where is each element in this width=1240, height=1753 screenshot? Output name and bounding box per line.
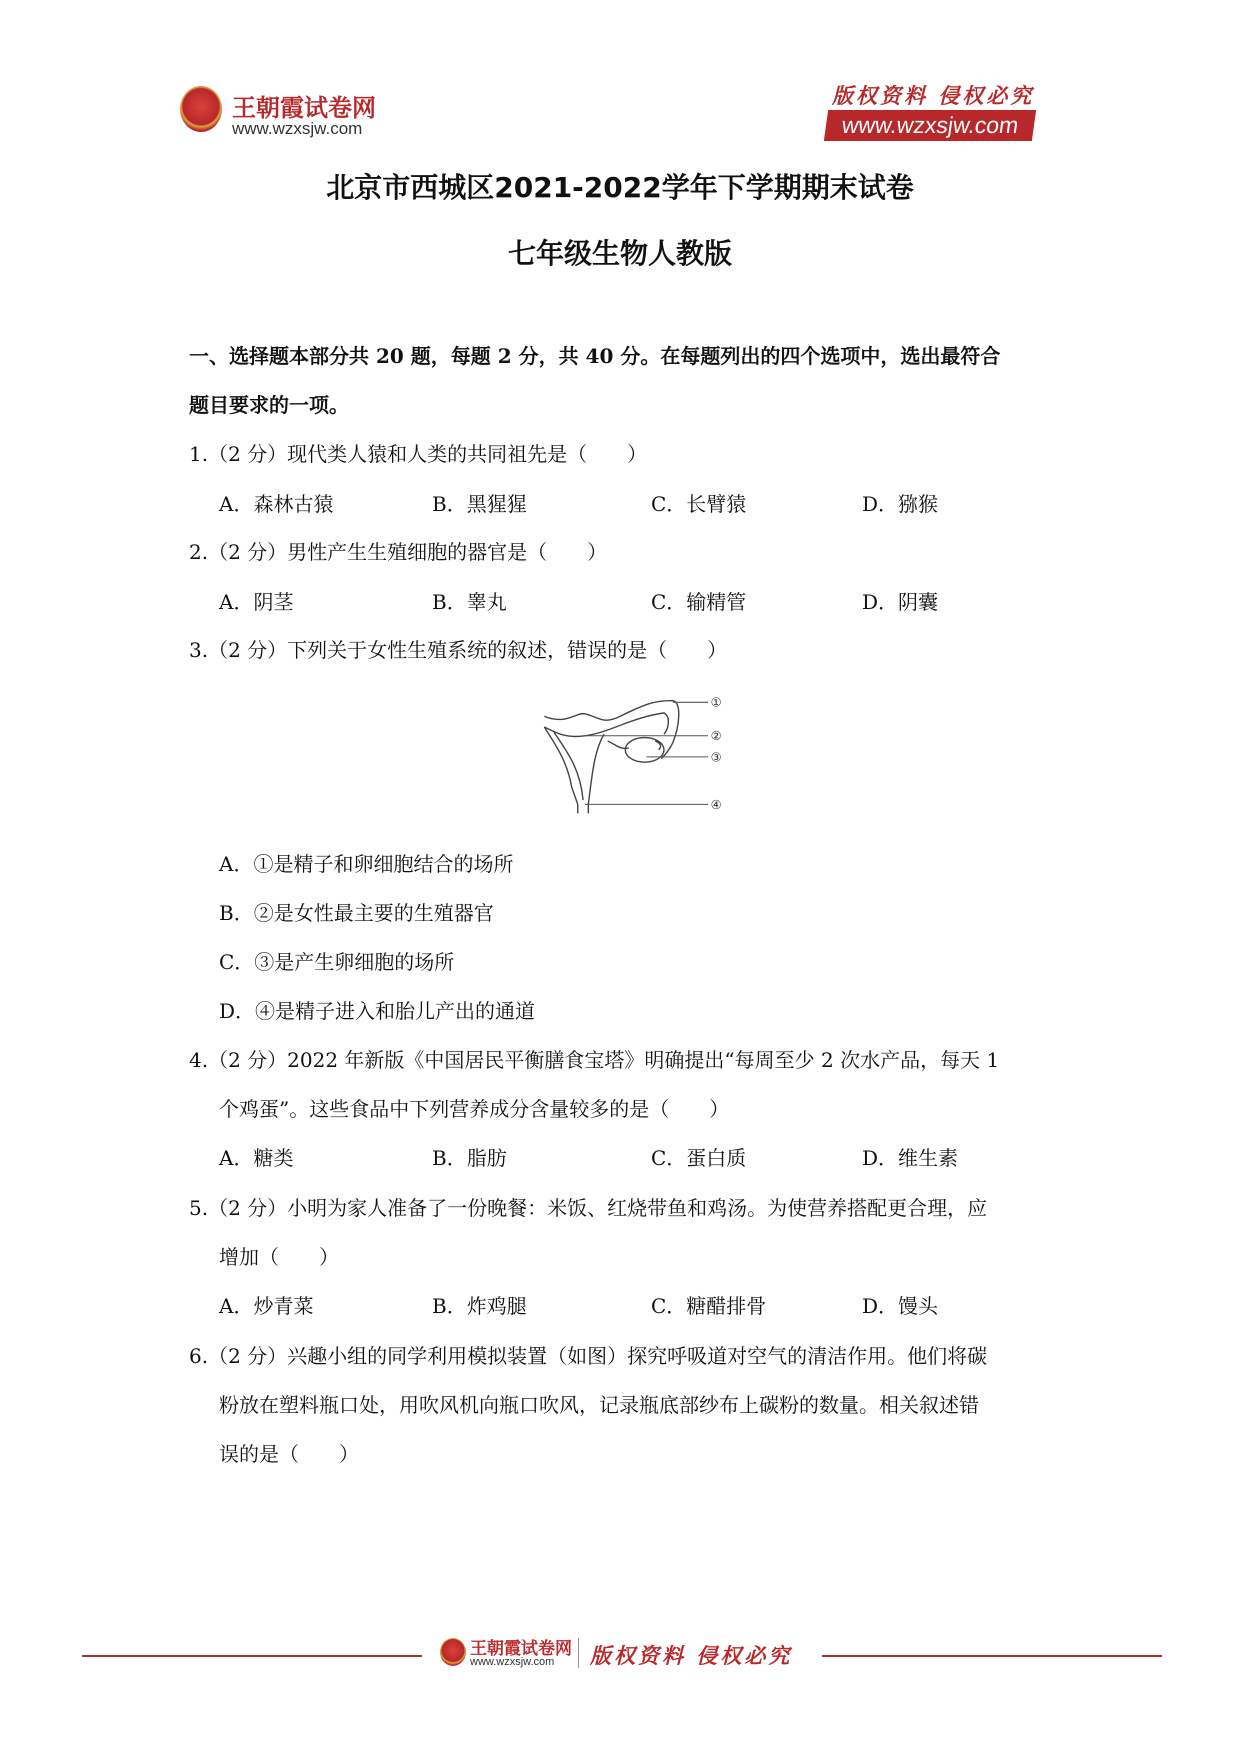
q4-option-a: A．糖类 xyxy=(219,1146,294,1170)
logo-name: 王朝霞试卷网 xyxy=(232,94,376,122)
question-1-stem: 1.（2 分）现代类人猿和人类的共同祖先是（ ） xyxy=(189,442,648,466)
q5-option-b: B．炸鸡腿 xyxy=(432,1294,527,1318)
q3-option-a: A．①是精子和卵细胞结合的场所 xyxy=(219,852,514,876)
footer-slogan: 版权资料 侵权必究 xyxy=(590,1643,793,1668)
q1-option-a: A．森林古猿 xyxy=(219,492,334,516)
footer-logo-url[interactable]: www.wzxsjw.com xyxy=(470,1656,555,1668)
q5-option-c: C．糖醋排骨 xyxy=(651,1294,767,1318)
diagram-label-2: ② xyxy=(710,729,722,744)
question-4-stem-cont: 个鸡蛋”。这些食品中下列营养成分含量较多的是（ ） xyxy=(219,1097,730,1121)
question-6-stem-cont: 粉放在塑料瓶口处，用吹风机向瓶口吹风，记录瓶底部纱布上碳粉的数量。相关叙述错 xyxy=(219,1393,979,1417)
q3-option-d: D．④是精子进入和胎儿产出的通道 xyxy=(219,999,536,1023)
q5-option-d: D．馒头 xyxy=(862,1294,939,1318)
question-6-stem: 6.（2 分）兴趣小组的同学利用模拟装置（如图）探究呼吸道对空气的清洁作用。他们将碳 xyxy=(189,1344,988,1368)
q2-option-c: C．输精管 xyxy=(651,590,747,614)
q1-option-c: C．长臂猿 xyxy=(651,492,747,516)
url-banner[interactable]: www.wzxsjw.com xyxy=(824,110,1037,141)
copyright-slogan: 版权资料 侵权必究 xyxy=(832,83,1035,108)
q1-option-b: B．黑猩猩 xyxy=(432,492,527,516)
section-heading-cont: 题目要求的一项。 xyxy=(189,393,349,417)
q5-option-a: A．炒青菜 xyxy=(219,1294,314,1318)
doc-title: 北京市西城区2021-2022学年下学期期末试卷 xyxy=(326,171,914,204)
female-reproductive-system-diagram xyxy=(532,686,752,826)
logo-badge-icon xyxy=(180,86,222,132)
question-5-stem-cont: 增加（ ） xyxy=(219,1245,339,1269)
footer-divider xyxy=(578,1638,579,1668)
footer-logo-badge-icon xyxy=(440,1638,466,1666)
footer-logo-name: 王朝霞试卷网 xyxy=(470,1639,572,1659)
q4-option-b: B．脂肪 xyxy=(432,1146,507,1170)
q2-option-d: D．阴囊 xyxy=(862,590,939,614)
diagram-label-3: ③ xyxy=(710,750,722,765)
footer-rule-right xyxy=(822,1655,1162,1657)
q4-option-d: D．维生素 xyxy=(862,1146,959,1170)
question-2-stem: 2.（2 分）男性产生生殖细胞的器官是（ ） xyxy=(189,540,608,564)
doc-subtitle: 七年级生物人教版 xyxy=(507,237,732,270)
q3-option-c: C．③是产生卵细胞的场所 xyxy=(219,950,455,974)
question-4-stem: 4.（2 分）2022 年新版《中国居民平衡膳食宝塔》明确提出“每周至少 2 次水产品，每天 1 xyxy=(189,1048,1000,1072)
q3-option-b: B．②是女性最主要的生殖器官 xyxy=(219,901,494,925)
question-6-stem-cont2: 误的是（ ） xyxy=(219,1442,359,1466)
section-heading: 一、选择题本部分共 20 题，每题 2 分，共 40 分。在每题列出的四个选项中，选出最符合 xyxy=(189,344,1001,368)
diagram-label-4: ④ xyxy=(710,797,722,812)
q2-option-a: A．阴茎 xyxy=(219,590,294,614)
question-5-stem: 5.（2 分）小明为家人准备了一份晚餐：米饭、红烧带鱼和鸡汤。为使营养搭配更合理，应 xyxy=(189,1196,988,1220)
question-3-stem: 3.（2 分）下列关于女性生殖系统的叙述，错误的是（ ） xyxy=(189,638,728,662)
diagram-label-1: ① xyxy=(710,695,722,710)
logo-url[interactable]: www.wzxsjw.com xyxy=(232,119,363,138)
footer-rule-left xyxy=(82,1655,422,1657)
q1-option-d: D．猕猴 xyxy=(862,492,939,516)
q2-option-b: B．睾丸 xyxy=(432,590,507,614)
q4-option-c: C．蛋白质 xyxy=(651,1146,747,1170)
